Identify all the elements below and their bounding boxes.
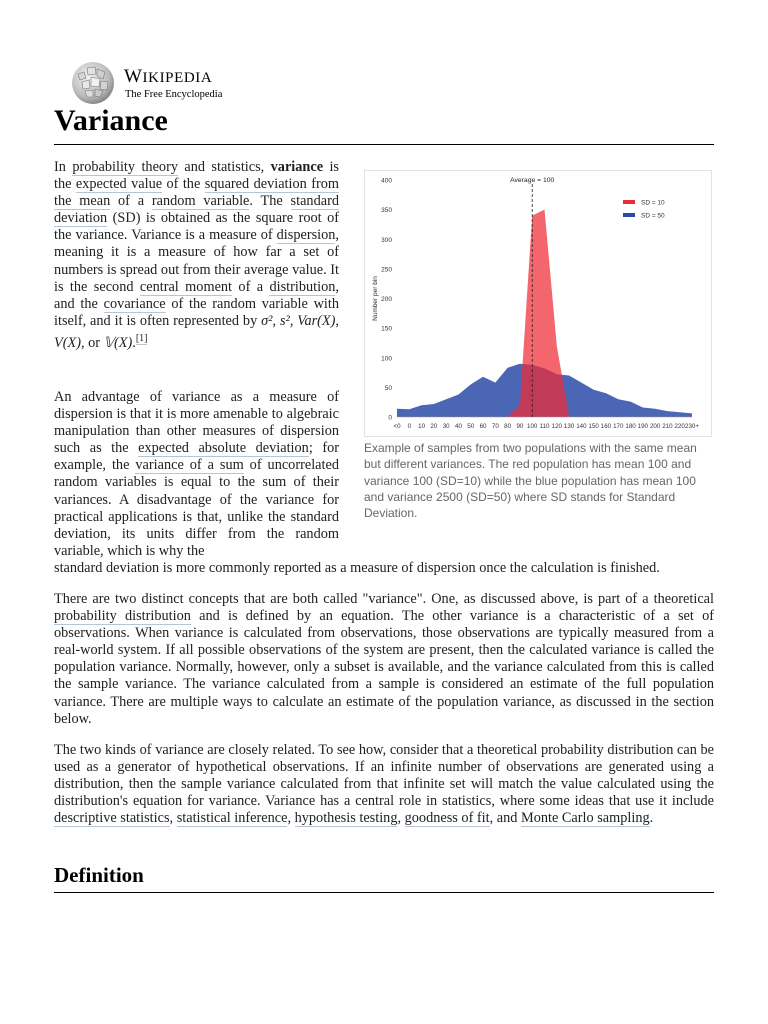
x-tick-label: 150 — [588, 423, 599, 430]
y-tick-label: 100 — [381, 355, 392, 363]
x-tick-label: 130 — [563, 423, 575, 430]
x-tick-label: 110 — [539, 423, 550, 430]
y-tick-label: 0 — [388, 414, 392, 422]
paragraph-two-kinds: The two kinds of variance are closely related. To see how, consider that a theoretical probability distribution can be used as a generator of hypothetical observations. If an infinite number of observations are generated using a distribution, then the sample variance calculated from that infinite set will match the value calculated using the distribution's equation for variance. Variance has a central role in statistics, where some ideas that use it include descriptive statistics, statistical inference, hypothesis testing, goodness of fit, and Monte Carlo sampling. — [54, 742, 714, 827]
link-statistical-inference[interactable]: statistical inference — [176, 810, 288, 827]
wordmark-rest: IKIPEDIA — [142, 70, 213, 86]
y-tick-label: 350 — [381, 207, 392, 215]
link-covariance[interactable]: covariance — [103, 295, 166, 312]
x-tick-label: 200 — [649, 423, 661, 430]
link-random-variable[interactable]: random variable — [151, 193, 250, 210]
intro-paragraph: In probability theory and statistics, variance is the expected value of the squared deviation from the mean of a random variable. The standard deviation (SD) is obtained as the square root of the variance. Variance is a measure of dispersion, meaning it is a measure of how far a set of numbers is spread out from their average value. It is the second central moment of a distribution, and the covariance of the random variable with itself, and it is often represented by σ², s², Var(X), V(X), or 𝕍(X).[1] — [54, 159, 339, 351]
link-hypothesis-testing[interactable]: hypothesis testing — [294, 810, 398, 827]
link-expected-value[interactable]: expected value — [75, 176, 163, 193]
x-tick-label: 140 — [576, 423, 587, 430]
link-dispersion[interactable]: dispersion — [276, 227, 336, 244]
math-v-x: V(X) — [54, 334, 81, 351]
x-tick-label: <0 — [393, 423, 401, 430]
x-tick-label: 0 — [407, 423, 412, 430]
y-tick-label: 50 — [384, 384, 392, 392]
x-tick-label: 160 — [600, 423, 612, 430]
x-tick-label: 220 — [674, 423, 685, 430]
paragraph-advantage: An advantage of variance as a measure of dispersion is that it is more amenable to algebraic manipulation than other measures of dispersion such as the expected absolute deviation; for example, the variance of a sum of uncorrelated random variables is equal to the sum of their variances. A disadvantage of the variance for practical applications is that, unlike the standard deviation, its units differ from the random variable, which is why the — [54, 389, 339, 559]
legend-label: SD = 10 — [641, 199, 665, 207]
link-squared-deviation[interactable]: squared deviation from the mean — [54, 176, 339, 210]
x-tick-label: 70 — [491, 423, 499, 430]
x-tick-label: 60 — [479, 423, 487, 430]
y-tick-label: 300 — [381, 236, 392, 244]
math-var-x: Var(X) — [297, 312, 336, 329]
x-tick-label: 190 — [637, 423, 648, 430]
link-standard-deviation[interactable]: standard deviation — [54, 193, 339, 227]
x-tick-label: 120 — [551, 423, 562, 430]
x-tick-label: 210 — [662, 423, 673, 430]
wikipedia-wordmark[interactable] — [124, 66, 212, 88]
x-tick-label: 10 — [418, 423, 426, 430]
term-variance: variance — [270, 159, 324, 175]
link-monte-carlo-sampling[interactable]: Monte Carlo sampling — [520, 810, 650, 827]
tagline: The Free Encyclopedia — [125, 89, 223, 100]
y-tick-label: 150 — [381, 325, 392, 333]
x-tick-label: 40 — [455, 423, 462, 430]
variance-chart — [364, 170, 712, 437]
legend-swatch — [623, 213, 635, 217]
x-tick-label: 170 — [613, 423, 624, 430]
y-tick-label: 250 — [381, 266, 392, 274]
section-heading-definition: Definition — [54, 863, 144, 887]
site-header — [70, 60, 270, 110]
x-tick-label: 180 — [625, 423, 636, 430]
x-tick-label: 90 — [516, 423, 524, 430]
series-area-sd10 — [397, 210, 692, 417]
x-tick-label: 80 — [504, 423, 512, 430]
link-probability-theory[interactable]: probability theory — [72, 159, 178, 175]
link-central-moment[interactable]: central moment — [139, 278, 233, 295]
y-tick-label: 400 — [381, 177, 392, 185]
link-goodness-of-fit[interactable]: goodness of fit — [404, 810, 490, 827]
x-tick-label: 20 — [430, 423, 438, 430]
wordmark-initial: W — [124, 66, 143, 87]
title-rule — [54, 144, 714, 145]
figure-caption: Example of samples from two populations with the same mean but different variances. The red population has mean 100 and variance 100 (SD=10) while the blue population has mean 100 and variance 2500 (SD=50) where SD stands for Standard Deviation. — [364, 441, 697, 521]
math-vv-x: 𝕍(X) — [103, 334, 133, 351]
y-axis-label: Number per bin — [372, 276, 379, 321]
math-sigma-squared: σ² — [261, 312, 273, 329]
x-tick-label: 30 — [442, 423, 450, 430]
reference-1[interactable]: [1] — [135, 332, 148, 344]
page-title: Variance — [54, 104, 168, 137]
legend-label: SD = 50 — [641, 212, 665, 220]
paragraph-two-concepts: There are two distinct concepts that are both called "variance". One, as discussed above, is part of a theoretical probability distribution and is defined by an equation. The other variance is a characteristic of a set of observations. When variance is calculated from observations, those observations are typically measured from a real-world system. If all possible observations of the system are present, then the calculated variance is called the population variance. Normally, however, only a subset is available, and the variance calculated from this is called the sample variance. The variance calculated from a sample is considered an estimate of the full population variance. There are multiple ways to calculate an estimate of the population variance, as discussed in the section below. — [54, 591, 714, 727]
chart-svg — [365, 171, 711, 436]
x-tick-label: 100 — [527, 423, 538, 430]
link-descriptive-statistics[interactable]: descriptive statistics — [54, 810, 170, 827]
link-probability-distribution[interactable]: probability distribution — [54, 608, 191, 625]
y-tick-label: 200 — [381, 296, 392, 303]
link-distribution[interactable]: distribution — [269, 278, 336, 295]
section-rule — [54, 892, 714, 893]
average-annotation: Average = 100 — [510, 177, 555, 184]
wikipedia-globe-logo[interactable] — [70, 60, 116, 106]
x-tick-label: 230+ — [685, 423, 699, 430]
legend-swatch — [623, 200, 635, 204]
x-tick-label: 50 — [467, 423, 475, 430]
paragraph-advantage-continued: standard deviation is more commonly reported as a measure of dispersion once the calculation is finished. — [54, 560, 660, 576]
link-expected-absolute-deviation[interactable]: expected absolute deviation — [138, 440, 309, 457]
link-variance-of-a-sum[interactable]: variance of a sum — [135, 457, 244, 474]
math-s-squared: s² — [279, 312, 290, 329]
